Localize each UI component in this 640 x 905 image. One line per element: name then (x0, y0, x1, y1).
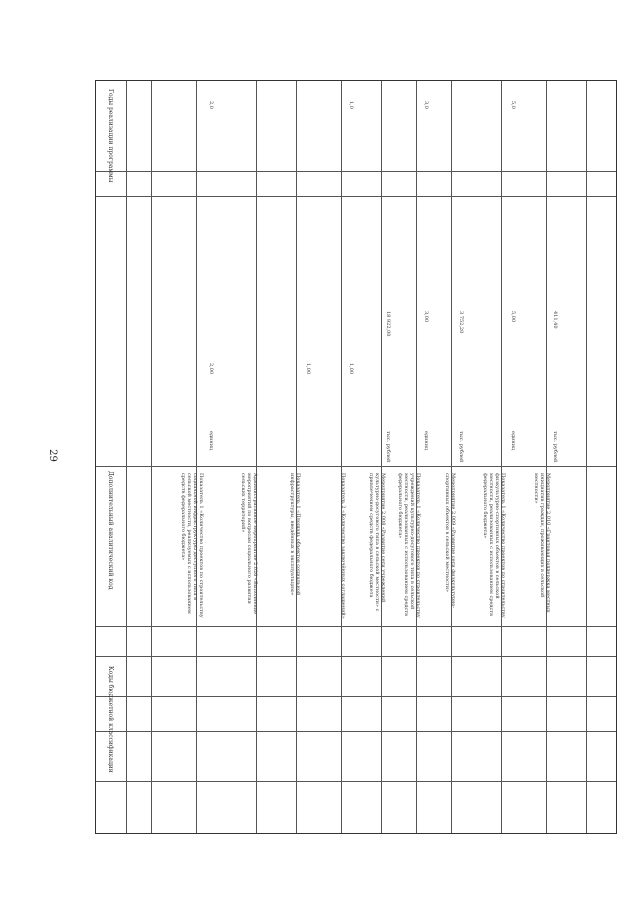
row-text: Мероприятие 2.008 «Развитие сети учреждений культурно-досугового типа в сельской местности» с привлечением средств федерального бюджета (368, 473, 386, 612)
value-cell: 1,00 (348, 363, 354, 375)
page-number: 29 (46, 449, 58, 462)
row-text: Мероприятие 2.010 «Грантовая поддержка местных инициатив граждан, проживающих в сельской местности» (533, 473, 551, 613)
value-cell: 2,00 (208, 363, 214, 375)
row-text: Показатель 1 «Количество проектов по строительству учреждений культурно-досугового типа в сельской местности, реализованных с использованием средств федерального бюджета» (397, 473, 421, 618)
row-text: Показатель 1 «Площадь объектов социальной инфраструктуры, введённых в эксплуатацию» (289, 473, 301, 596)
row-text: Показатель 2 «Количество заключённых соглашений» (340, 473, 346, 619)
column-group-header: Дополнительный аналитический код (107, 471, 114, 590)
row-text: Показатель 1 «Количество проектов по строительству социальной инфраструктуры доступного типа в сельской местности, реализуемых с использованием средств федерального бюджета» (180, 473, 204, 618)
unit-cell: единиц (423, 431, 429, 451)
value-cell: 5,0 (510, 101, 516, 109)
row-text: Мероприятие 2.009 «Развитие сети физкультурно-спортивных объектов в сельской местности» (444, 473, 456, 609)
value-cell: 3,0 (423, 101, 429, 109)
value-cell: 411,40 (552, 311, 558, 329)
value-cell: 2,0 (208, 101, 214, 109)
programme-table (95, 80, 617, 834)
value-cell: 3,00 (423, 311, 429, 323)
row-text: Показатель 1 «Количество проектов по строительству физкультурно-спортивных объектов в сельской местности, реализованных с использованием средств федерального бюджета» (482, 473, 506, 618)
column-group-header: Коды бюджетной классификации (107, 666, 114, 773)
row-text: Административное мероприятие 2.026 «Выполнение мероприятий по вопросам социального развития сельских территорий» (240, 473, 258, 615)
unit-cell: единиц (510, 431, 516, 451)
value-cell: 1,0 (348, 101, 354, 109)
unit-cell: тыс. рублей (552, 431, 558, 463)
unit-cell: тыс. рублей (385, 431, 391, 463)
value-cell: 1,00 (305, 363, 311, 375)
value-cell: 5,00 (510, 311, 516, 323)
unit-cell: единиц (208, 431, 214, 451)
value-cell: 3 752,20 (458, 311, 464, 334)
value-cell: 18 922,00 (385, 311, 391, 337)
unit-cell: тыс. рублей (458, 431, 464, 463)
column-group-header: Годы реализации программы (107, 89, 114, 183)
